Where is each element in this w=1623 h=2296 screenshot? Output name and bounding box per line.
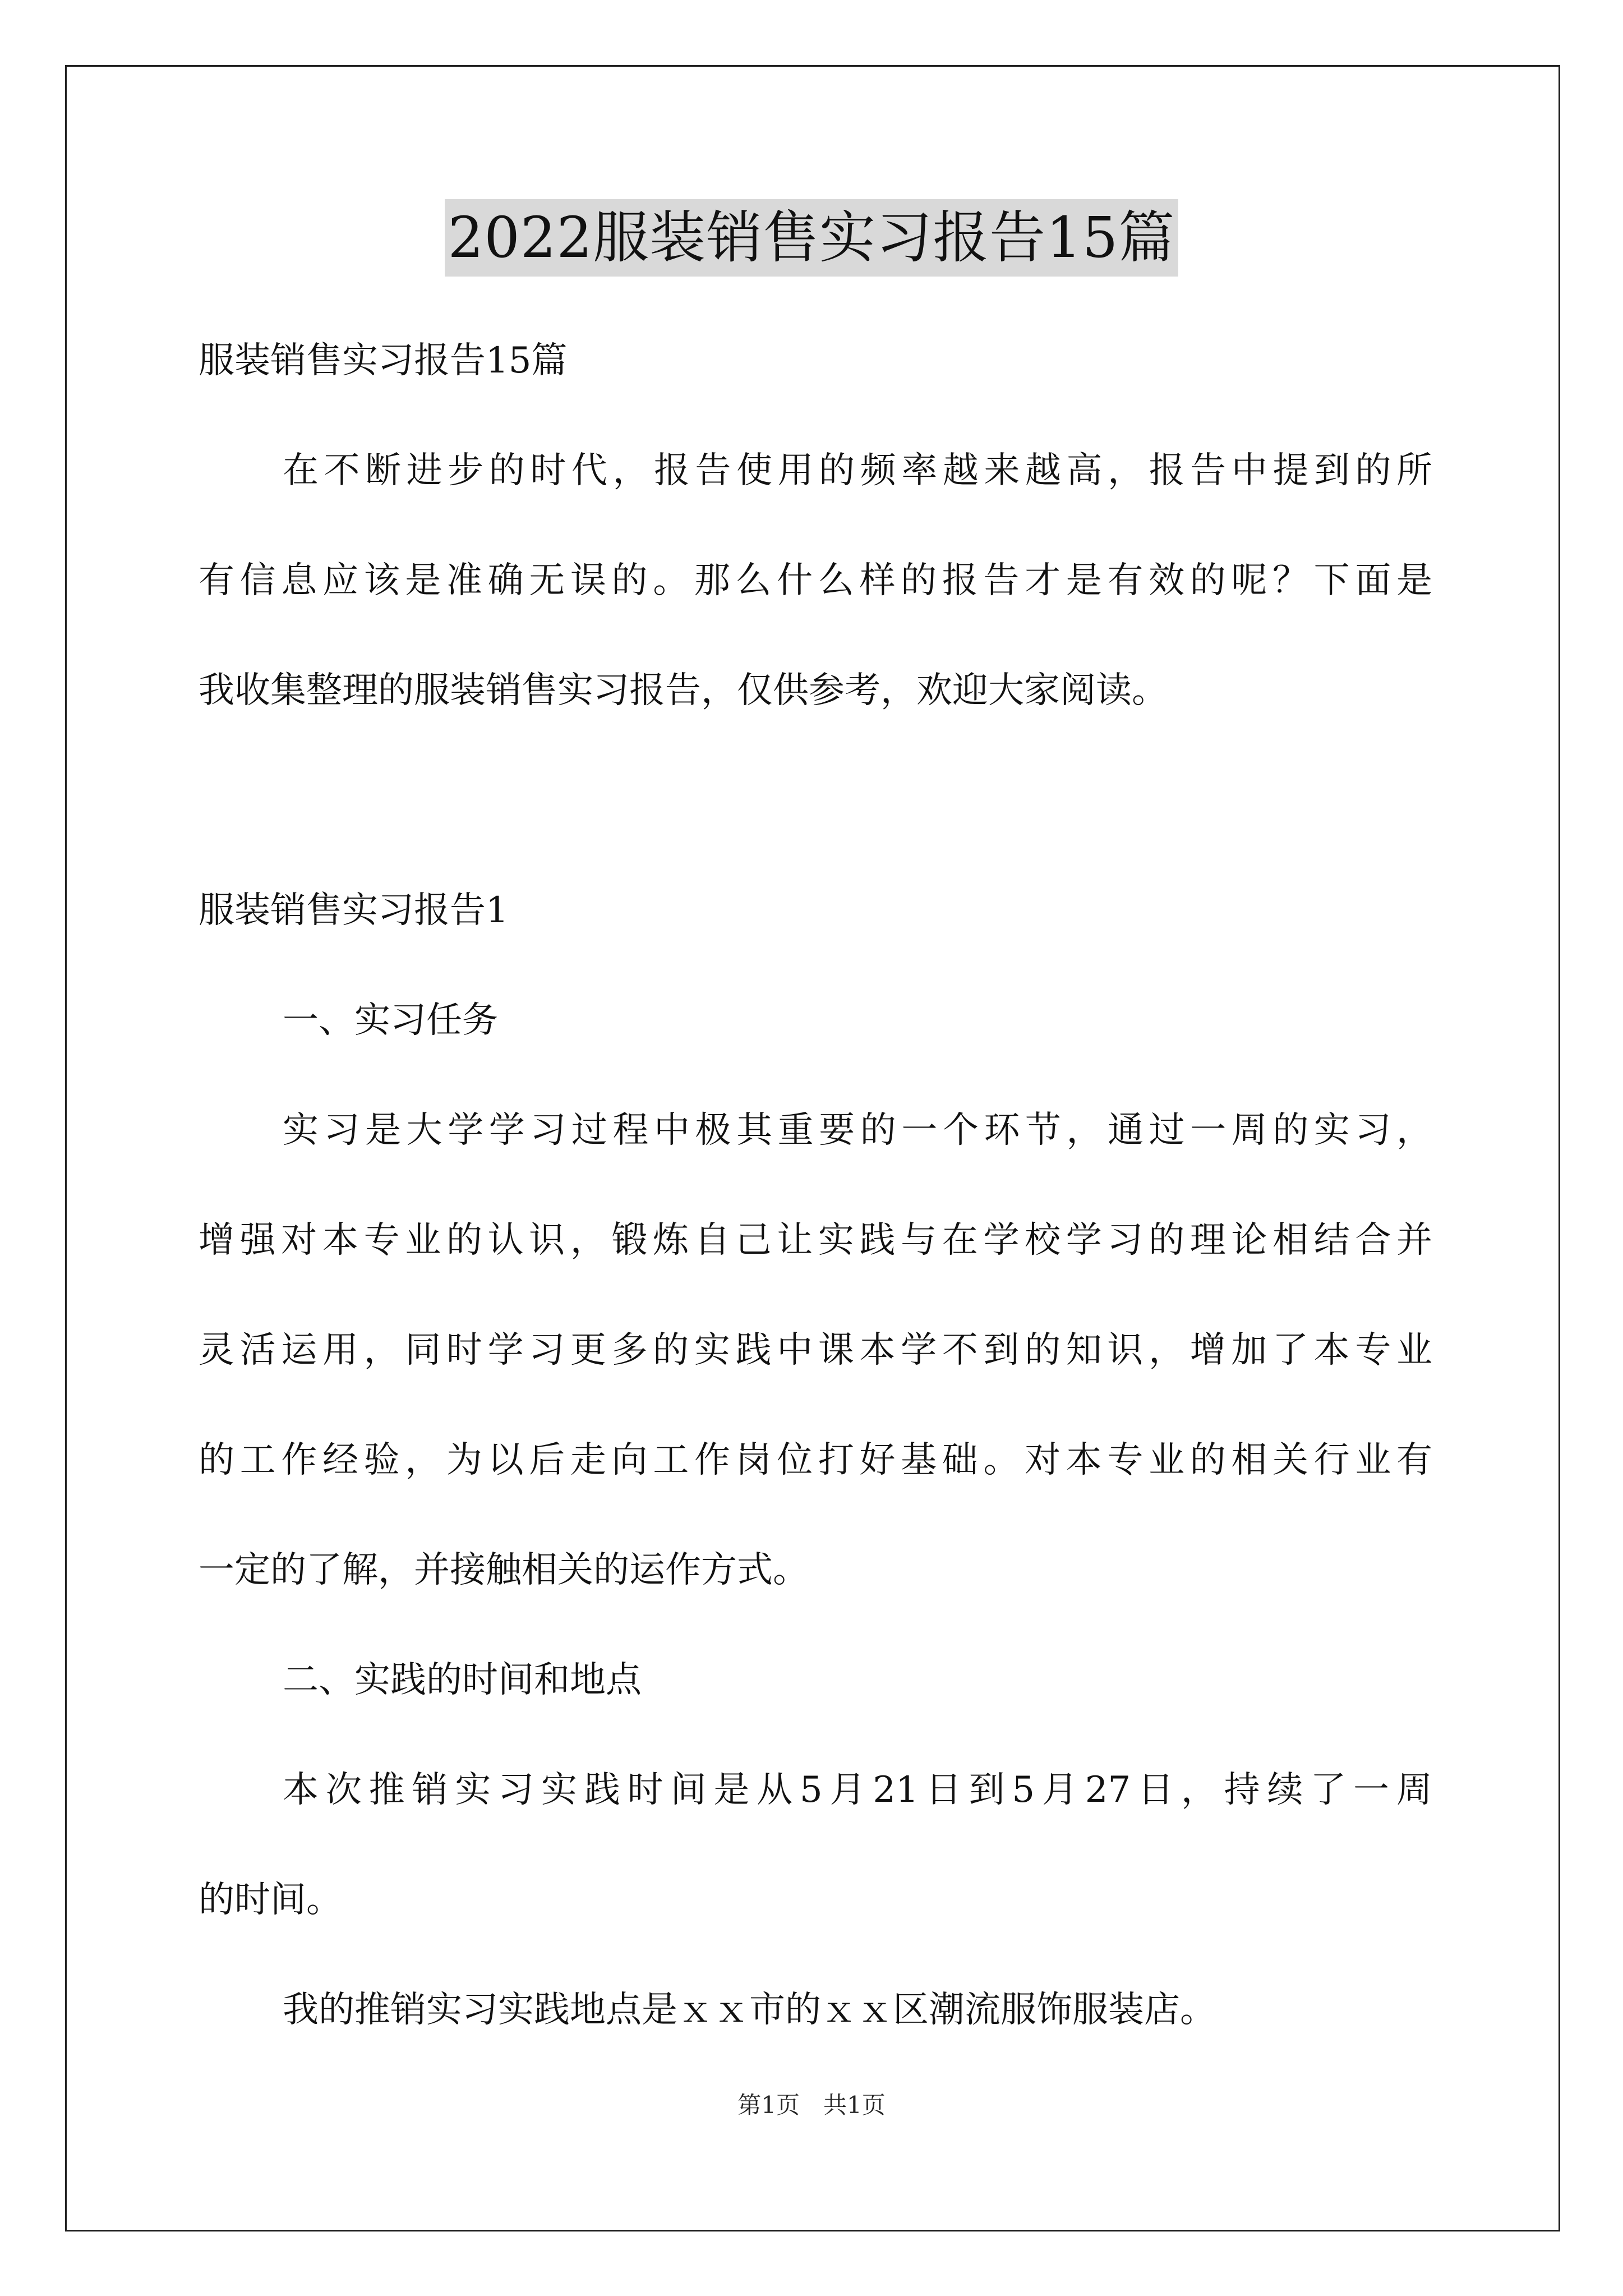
- document-body: [199, 306, 1432, 2065]
- paragraph-line: 实习是大学学习过程中极其重要的一个环节，通过一周的实习，: [283, 1110, 1432, 1151]
- paragraph-line: 增强对本专业的认识，锻炼自己让实践与在学校学习的理论相结合并: [199, 1220, 1432, 1261]
- intro-line: 我收集整理的服装销售实习报告，仅供参考，欢迎大家阅读。: [199, 670, 1168, 711]
- document-title: 2022服装销售实习报告15篇: [445, 199, 1179, 277]
- intro-line: 在不断进步的时代，报告使用的频率越来越高，报告中提到的所: [283, 450, 1432, 491]
- intro-line: 有信息应该是准确无误的。那么什么样的报告才是有效的呢？下面是: [199, 560, 1432, 601]
- heading-internship-task: 一、实习任务: [283, 1000, 498, 1041]
- heading-time-and-place: 二、实践的时间和地点: [283, 1659, 642, 1701]
- document-subtitle: 服装销售实习报告15篇: [199, 340, 568, 381]
- blank-line: [199, 746, 1432, 855]
- paragraph-line: 本次推销实习实践时间是从5月21日到5月27日，持续了一周: [283, 1769, 1432, 1811]
- page-footer: 第1页 共1页: [737, 2091, 886, 2119]
- paragraph-line: 的时间。: [199, 1879, 342, 1921]
- paragraph-line: 一定的了解，并接触相关的运作方式。: [199, 1549, 809, 1591]
- paragraph-line: 我的推销实习实践地点是ｘｘ市的ｘｘ区潮流服饰服装店。: [283, 1989, 1216, 2031]
- section-title: 服装销售实习报告1: [199, 890, 509, 931]
- title-container: [0, 199, 1623, 277]
- paragraph-line: 的工作经验，为以后走向工作岗位打好基础。对本专业的相关行业有: [199, 1439, 1432, 1481]
- paragraph-line: 灵活运用，同时学习更多的实践中课本学不到的知识，增加了本专业: [199, 1329, 1432, 1371]
